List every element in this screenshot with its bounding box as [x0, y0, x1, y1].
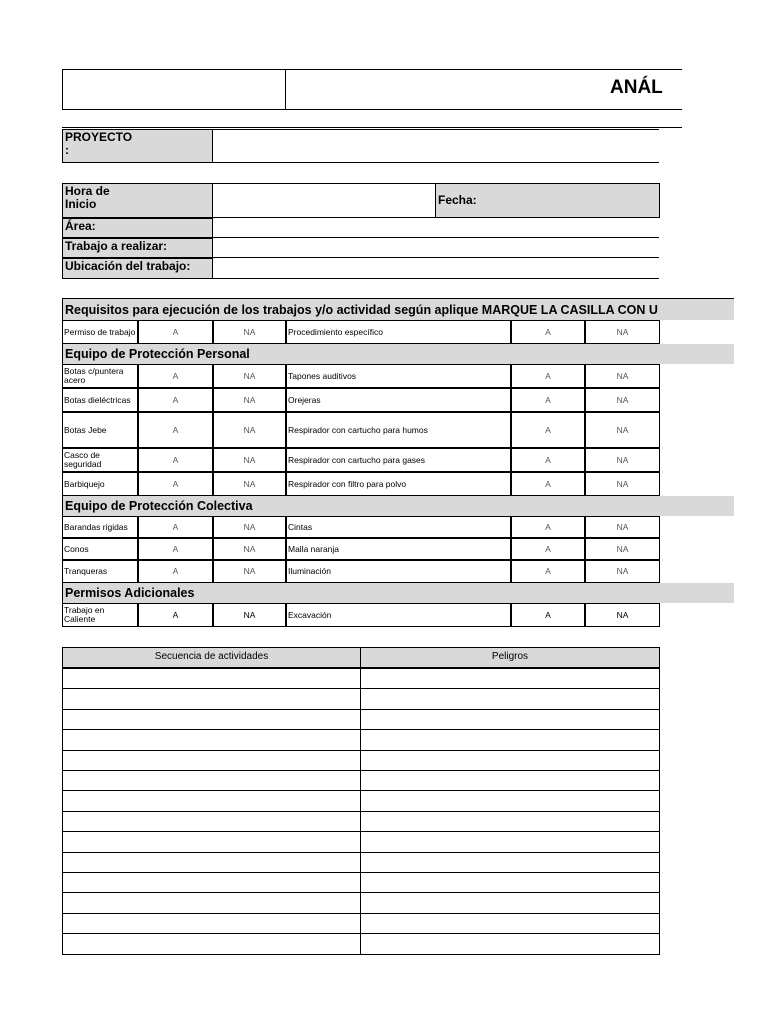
hora-label: Hora de Inicio	[62, 183, 213, 218]
epc-check-a[interactable]: A	[138, 538, 213, 560]
activity-cell[interactable]	[62, 872, 361, 893]
epc-item-right: Malla naranja	[286, 538, 511, 560]
activity-cell[interactable]	[62, 831, 361, 852]
activity-cell[interactable]	[62, 729, 361, 750]
epc-check-na[interactable]: NA	[585, 538, 660, 560]
epp-title: Equipo de Protección Personal	[62, 344, 734, 364]
hazard-cell[interactable]	[360, 811, 660, 832]
trabajo-label: Trabajo a realizar:	[62, 238, 213, 258]
epp-check-a[interactable]: A	[138, 472, 213, 496]
hazard-cell[interactable]	[360, 709, 660, 730]
caliente-a[interactable]: A	[138, 603, 213, 627]
epc-check-na[interactable]: NA	[585, 560, 660, 583]
activities-col-secuencia: Secuencia de actividades	[62, 647, 361, 668]
epp-check-a[interactable]: A	[138, 412, 213, 448]
epp-check-a[interactable]: A	[511, 472, 585, 496]
epc-check-na[interactable]: NA	[213, 538, 286, 560]
epp-check-a[interactable]: A	[511, 388, 585, 412]
hazard-cell[interactable]	[360, 913, 660, 934]
hazard-cell[interactable]	[360, 790, 660, 811]
hazard-cell[interactable]	[360, 933, 660, 954]
area-label: Área:	[62, 218, 213, 238]
hazard-cell[interactable]	[360, 831, 660, 852]
epc-item-right: Cintas	[286, 516, 511, 538]
epp-check-na[interactable]: NA	[585, 388, 660, 412]
hazard-cell[interactable]	[360, 750, 660, 771]
permiso-a[interactable]: A	[138, 320, 213, 344]
epc-item-left: Barandas rigidas	[62, 516, 138, 538]
epc-check-na[interactable]: NA	[585, 516, 660, 538]
ubicacion-field[interactable]	[213, 258, 659, 279]
project-field[interactable]	[213, 129, 659, 163]
ubicacion-label: Ubicación del trabajo:	[62, 258, 213, 279]
title-box	[62, 69, 682, 110]
epp-check-a[interactable]: A	[511, 448, 585, 472]
epc-check-a[interactable]: A	[138, 560, 213, 583]
activity-cell[interactable]	[62, 933, 361, 954]
epp-item-right: Respirador con cartucho para gases	[286, 448, 511, 472]
project-label: PROYECTO :	[62, 129, 213, 163]
epp-check-a[interactable]: A	[138, 364, 213, 388]
permiso-na[interactable]: NA	[213, 320, 286, 344]
epp-check-na[interactable]: NA	[213, 448, 286, 472]
epc-title: Equipo de Protección Colectiva	[62, 496, 734, 516]
procedimiento-na[interactable]: NA	[585, 320, 660, 344]
epp-check-na[interactable]: NA	[213, 388, 286, 412]
hazard-cell[interactable]	[360, 729, 660, 750]
epp-check-na[interactable]: NA	[213, 412, 286, 448]
epc-check-na[interactable]: NA	[213, 560, 286, 583]
epc-check-a[interactable]: A	[511, 538, 585, 560]
epp-check-a[interactable]: A	[138, 448, 213, 472]
hazard-cell[interactable]	[360, 892, 660, 913]
activity-cell[interactable]	[62, 790, 361, 811]
epp-item-right: Respirador con cartucho para humos	[286, 412, 511, 448]
epp-check-na[interactable]: NA	[585, 412, 660, 448]
area-field[interactable]	[213, 218, 659, 238]
permiso-caliente-label: Trabajo en Caliente	[62, 603, 138, 627]
epp-check-a[interactable]: A	[511, 364, 585, 388]
activity-cell[interactable]	[62, 892, 361, 913]
activity-cell[interactable]	[62, 750, 361, 771]
epc-item-left: Tranqueras	[62, 560, 138, 583]
activity-cell[interactable]	[62, 709, 361, 730]
procedimiento-label: Procedimiento específico	[286, 320, 511, 344]
epp-check-na[interactable]: NA	[585, 472, 660, 496]
caliente-na[interactable]: NA	[213, 603, 286, 627]
epp-check-na[interactable]: NA	[585, 448, 660, 472]
epp-check-na[interactable]: NA	[585, 364, 660, 388]
activity-cell[interactable]	[62, 811, 361, 832]
requisitos-title: Requisitos para ejecución de los trabajos y/o actividad según aplique MARQUE LA CASILLA CON U	[62, 298, 734, 320]
activity-cell[interactable]	[62, 668, 361, 689]
epp-check-na[interactable]: NA	[213, 364, 286, 388]
hazard-cell[interactable]	[360, 872, 660, 893]
epp-item-right: Tapones auditivos	[286, 364, 511, 388]
activities-col-peligros: Peligros	[360, 647, 660, 668]
epp-item-left: Barbiquejo	[62, 472, 138, 496]
epp-item-right: Respirador con filtro para polvo	[286, 472, 511, 496]
epp-check-a[interactable]: A	[138, 388, 213, 412]
permiso-label: Permiso de trabajo	[62, 320, 138, 344]
epc-item-left: Conos	[62, 538, 138, 560]
permisos-title: Permisos Adicionales	[62, 583, 734, 603]
hazard-cell[interactable]	[360, 668, 660, 689]
activity-cell[interactable]	[62, 770, 361, 791]
hora-field[interactable]	[213, 183, 435, 218]
epp-item-right: Orejeras	[286, 388, 511, 412]
excavacion-label: Excavación	[286, 603, 511, 627]
excavacion-a[interactable]: A	[511, 603, 585, 627]
epc-check-a[interactable]: A	[138, 516, 213, 538]
hazard-cell[interactable]	[360, 688, 660, 709]
document-title: ANÁL	[610, 77, 663, 98]
fecha-label: Fecha:	[435, 183, 660, 218]
activity-cell[interactable]	[62, 913, 361, 934]
hazard-cell[interactable]	[360, 770, 660, 791]
epp-item-left: Botas Jebe	[62, 412, 138, 448]
epp-item-left: Botas dieléctricas	[62, 388, 138, 412]
activity-cell[interactable]	[62, 688, 361, 709]
epp-item-left: Casco de seguridad	[62, 448, 138, 472]
epp-check-a[interactable]: A	[511, 412, 585, 448]
epc-check-a[interactable]: A	[511, 560, 585, 583]
epc-item-right: Iluminación	[286, 560, 511, 583]
excavacion-na[interactable]: NA	[585, 603, 660, 627]
trabajo-field[interactable]	[213, 238, 659, 258]
hazard-cell[interactable]	[360, 852, 660, 873]
epc-check-na[interactable]: NA	[213, 516, 286, 538]
epp-check-na[interactable]: NA	[213, 472, 286, 496]
title-divider	[285, 69, 286, 110]
epp-item-left: Botas c/puntera acero	[62, 364, 138, 388]
epc-check-a[interactable]: A	[511, 516, 585, 538]
procedimiento-a[interactable]: A	[511, 320, 585, 344]
activity-cell[interactable]	[62, 852, 361, 873]
